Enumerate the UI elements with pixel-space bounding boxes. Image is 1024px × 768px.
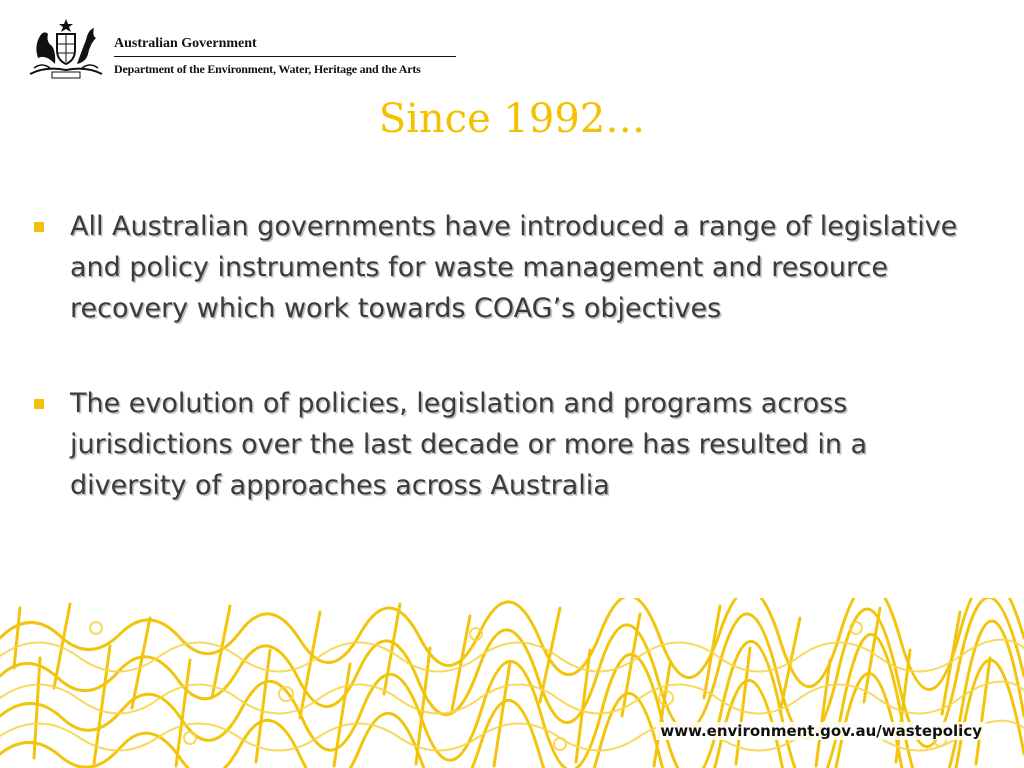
bullet-text: The evolution of policies, legislation and programs across jurisdictions over the last decade or more has resulted in a diversity of approaches across Australia <box>70 388 868 501</box>
handwritten-watermark-pattern <box>0 598 1024 768</box>
header-divider <box>114 56 456 57</box>
organisation-name: Australian Government <box>114 36 257 51</box>
bullet-item <box>30 206 990 329</box>
bullet-list <box>30 206 990 506</box>
department-name: Department of the Environment, Water, Heritage and the Arts <box>114 62 421 76</box>
coat-of-arms-icon <box>26 16 106 80</box>
bullet-item <box>30 383 990 506</box>
bullet-text: All Australian governments have introduced a range of legislative and policy instruments for waste management and resource recovery which work towards COAG’s objectives <box>70 211 958 324</box>
header <box>26 16 466 80</box>
website-url: www.environment.gov.au/wastepolicy <box>656 722 986 740</box>
slide-title: Since 1992… <box>378 96 646 142</box>
square-bullet-icon <box>34 399 44 409</box>
square-bullet-icon <box>34 222 44 232</box>
